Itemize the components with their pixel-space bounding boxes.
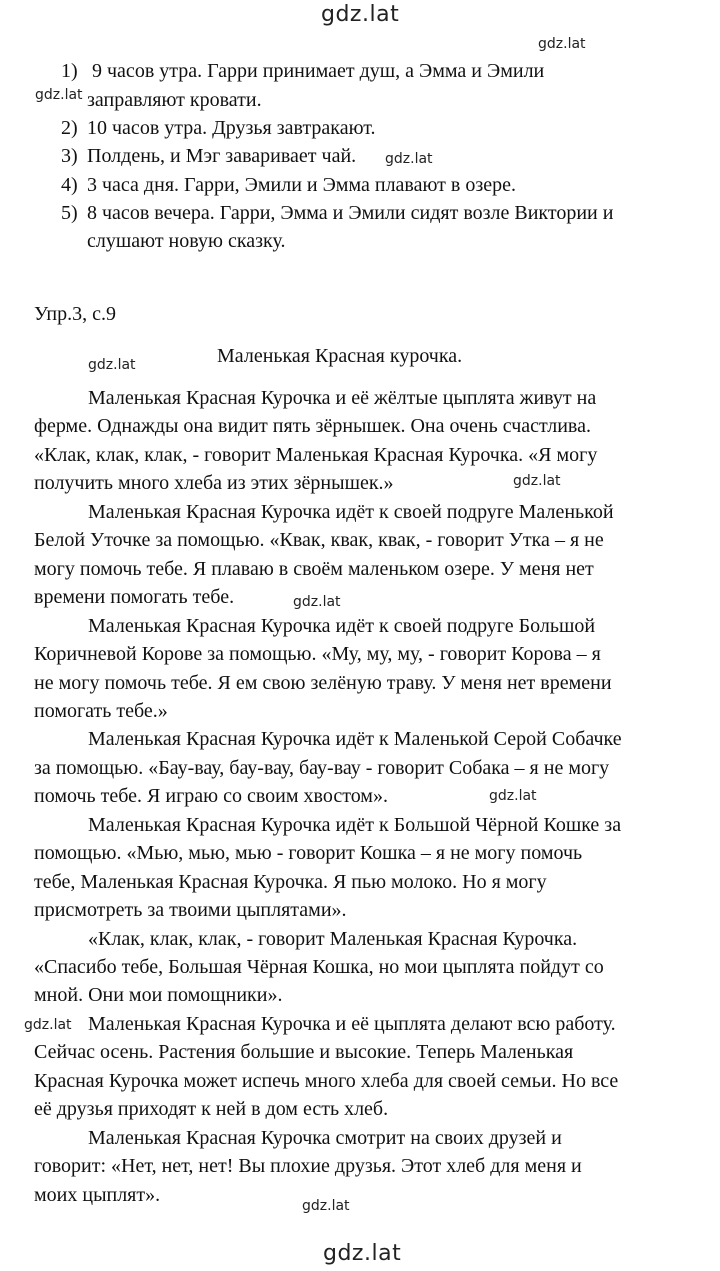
- story-title: Маленькая Красная курочка.: [217, 345, 463, 367]
- story-line: Белой Уточке за помощью. «Квак, квак, квак, - говорит Утка – я не: [34, 529, 604, 551]
- story-line: «Клак, клак, клак, - говорит Маленькая Красная Курочка.: [88, 928, 578, 950]
- story-line: помочь тебе. Я играю со своим хвостом».: [34, 785, 388, 807]
- watermark: gdz.lat: [323, 1241, 402, 1266]
- story-line: Маленькая Красная Курочка и её цыплята делают всю работу.: [88, 1013, 616, 1035]
- story-line: «Спасибо тебе, Большая Чёрная Кошка, но мои цыплята пойдут со: [34, 956, 604, 978]
- story-line: её друзья приходят к ней в дом есть хлеб.: [34, 1098, 389, 1120]
- story-line: Красная Курочка может испечь много хлеба для своей семьи. Но все: [34, 1070, 619, 1092]
- list-number: 2): [61, 117, 78, 139]
- story-line: присмотреть за твоими цыплятами».: [34, 899, 347, 921]
- story-line: помощью. «Мью, мью, мью - говорит Кошка – я не могу помочь: [34, 842, 583, 864]
- watermark: gdz.lat: [321, 2, 400, 27]
- story-line: Маленькая Красная Курочка идёт к своей подруге Большой: [88, 615, 596, 637]
- story-line: Маленькая Красная Курочка идёт к Маленькой Серой Собачке: [88, 728, 622, 750]
- list-number: 1): [61, 60, 78, 82]
- story-line: говорит: «Нет, нет, нет! Вы плохие друзья. Этот хлеб для меня и: [34, 1155, 582, 1177]
- list-item-line: слушают новую сказку.: [87, 230, 286, 252]
- story-line: моих цыплят».: [34, 1184, 161, 1206]
- story-line: Маленькая Красная Курочка и её жёлтые цыплята живут на: [88, 387, 597, 409]
- watermark: gdz.lat: [538, 36, 586, 52]
- list-number: 5): [61, 202, 78, 224]
- story-line: могу помочь тебе. Я плаваю в своём маленьком озере. У меня нет: [34, 558, 594, 580]
- watermark: gdz.lat: [385, 151, 433, 167]
- story-line: времени помогать тебе.: [34, 586, 235, 608]
- watermark: gdz.lat: [302, 1198, 350, 1214]
- list-number: 3): [61, 145, 78, 167]
- story-line: Маленькая Красная Курочка смотрит на своих друзей и: [88, 1127, 562, 1149]
- watermark: gdz.lat: [513, 473, 561, 489]
- watermark: gdz.lat: [489, 788, 537, 804]
- story-line: тебе, Маленькая Красная Курочка. Я пью молоко. Но я могу: [34, 871, 547, 893]
- list-number: 4): [61, 174, 78, 196]
- story-line: «Клак, клак, клак, - говорит Маленькая Красная Курочка. «Я могу: [34, 444, 598, 466]
- story-line: Сейчас осень. Растения большие и высокие. Теперь Маленькая: [34, 1041, 574, 1063]
- story-line: не могу помочь тебе. Я ем свою зелёную траву. У меня нет времени: [34, 672, 612, 694]
- story-line: мной. Они мои помощники».: [34, 984, 283, 1006]
- story-line: получить много хлеба из этих зёрнышек.»: [34, 472, 394, 494]
- story-line: за помощью. «Бау-вау, бау-вау, бау-вау - говорит Собака – я не могу: [34, 757, 610, 779]
- story-line: помогать тебе.»: [34, 700, 168, 722]
- list-item-line: 10 часов утра. Друзья завтракают.: [87, 117, 376, 139]
- list-item-line: 9 часов утра. Гарри принимает душ, а Эмма и Эмили: [92, 60, 545, 82]
- story-line: ферме. Однажды она видит пять зёрнышек. Она очень счастлива.: [34, 415, 591, 437]
- watermark: gdz.lat: [24, 1017, 72, 1033]
- list-item-line: Полдень, и Мэг заваривает чай.: [87, 145, 357, 167]
- story-line: Маленькая Красная Курочка идёт к своей подруге Маленькой: [88, 501, 614, 523]
- watermark: gdz.lat: [35, 87, 83, 103]
- exercise-label: Упр.3, с.9: [34, 303, 116, 325]
- list-item-line: 8 часов вечера. Гарри, Эмма и Эмили сидят возле Виктории и: [87, 202, 614, 224]
- story-line: Коричневой Корове за помощью. «Му, му, му, - говорит Корова – я: [34, 643, 601, 665]
- list-item-line: заправляют кровати.: [87, 89, 262, 111]
- list-item-line: 3 часа дня. Гарри, Эмили и Эмма плавают в озере.: [87, 174, 516, 196]
- story-line: Маленькая Красная Курочка идёт к Большой Чёрной Кошке за: [88, 814, 622, 836]
- watermark: gdz.lat: [293, 594, 341, 610]
- watermark: gdz.lat: [88, 357, 136, 373]
